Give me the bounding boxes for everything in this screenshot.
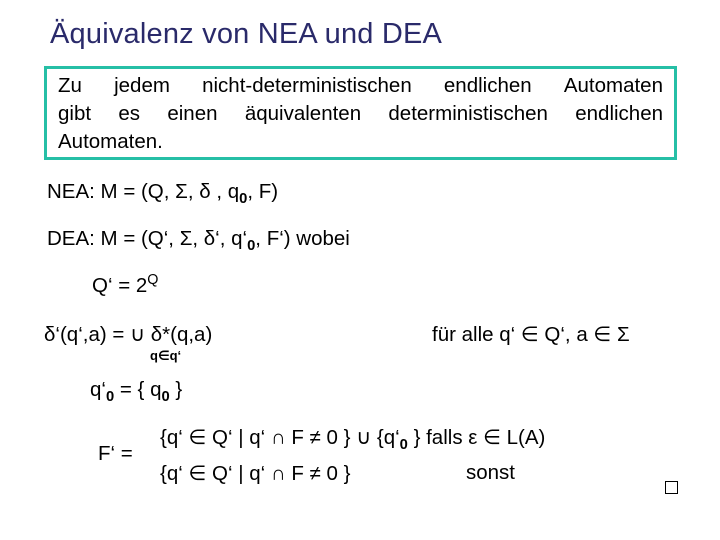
nea-tail: , F) — [247, 180, 279, 203]
f-prime-otherwise: sonst — [466, 461, 515, 484]
dea-text: DEA: M = (Q‘, Σ, δ‘, q‘ — [47, 227, 248, 250]
q-prime-left: Q‘ = 2 — [92, 273, 148, 297]
theorem-word: jedem — [114, 74, 170, 97]
f-prime-left: F‘ = — [98, 442, 133, 465]
q0-prime-definition — [90, 378, 182, 405]
theorem-word: deterministischen — [388, 102, 548, 125]
f-case-1-text: {q‘ ∈ Q‘ | q‘ ∩ F ≠ 0 } ∪ {q‘ — [160, 426, 400, 449]
delta-condition: für alle q‘ ∈ Q‘, a ∈ Σ — [432, 323, 630, 346]
theorem-word: äquivalenten — [244, 102, 362, 125]
page-title: Äquivalenz von NEA und DEA — [50, 18, 443, 50]
f-prime-case-2: {q‘ ∈ Q‘ | q‘ ∩ F ≠ 0 } — [160, 462, 351, 485]
theorem-word: einen — [167, 102, 218, 125]
f-prime-case-1 — [160, 425, 545, 453]
f-case-1-tail: } falls ε ∈ L(A) — [407, 426, 546, 449]
nea-text: NEA: M = (Q, Σ, δ , q — [47, 180, 240, 203]
theorem-word: es — [118, 102, 141, 125]
union-index: q∈q‘ — [150, 348, 182, 363]
theorem-line-1 — [58, 72, 663, 100]
theorem-word: endlichen — [575, 102, 663, 125]
theorem-word: Automaten — [563, 74, 663, 97]
nea-subscript: 0 — [239, 191, 248, 208]
q0-prime-mid: = { q — [114, 378, 162, 401]
theorem-word: gibt — [58, 102, 92, 125]
nea-definition — [47, 180, 278, 207]
dea-definition — [47, 227, 350, 254]
q0-subscript: 0 — [161, 389, 170, 406]
delta-prime-definition: δ‘(q‘,a) = ∪ δ*(q,a) — [44, 323, 213, 346]
dea-subscript: 0 — [247, 238, 256, 255]
q0-prime-tail: } — [169, 378, 183, 401]
theorem-word: nicht-deterministischen — [202, 74, 412, 97]
q0-prime-left: q‘ — [90, 378, 106, 401]
f-case-1-subscript: 0 — [399, 437, 408, 454]
theorem-word: endlichen — [443, 74, 532, 97]
dea-tail: , F‘) wobei — [255, 227, 350, 250]
q-prime-superscript: Q — [147, 272, 159, 288]
q-prime-definition — [92, 272, 158, 298]
q0-prime-left-subscript: 0 — [105, 389, 115, 406]
theorem-line-3: Automaten. — [58, 130, 163, 153]
qed-square-icon — [665, 481, 678, 494]
theorem-line-2 — [58, 100, 663, 128]
theorem-box — [44, 66, 677, 160]
theorem-word: Zu — [58, 74, 82, 97]
